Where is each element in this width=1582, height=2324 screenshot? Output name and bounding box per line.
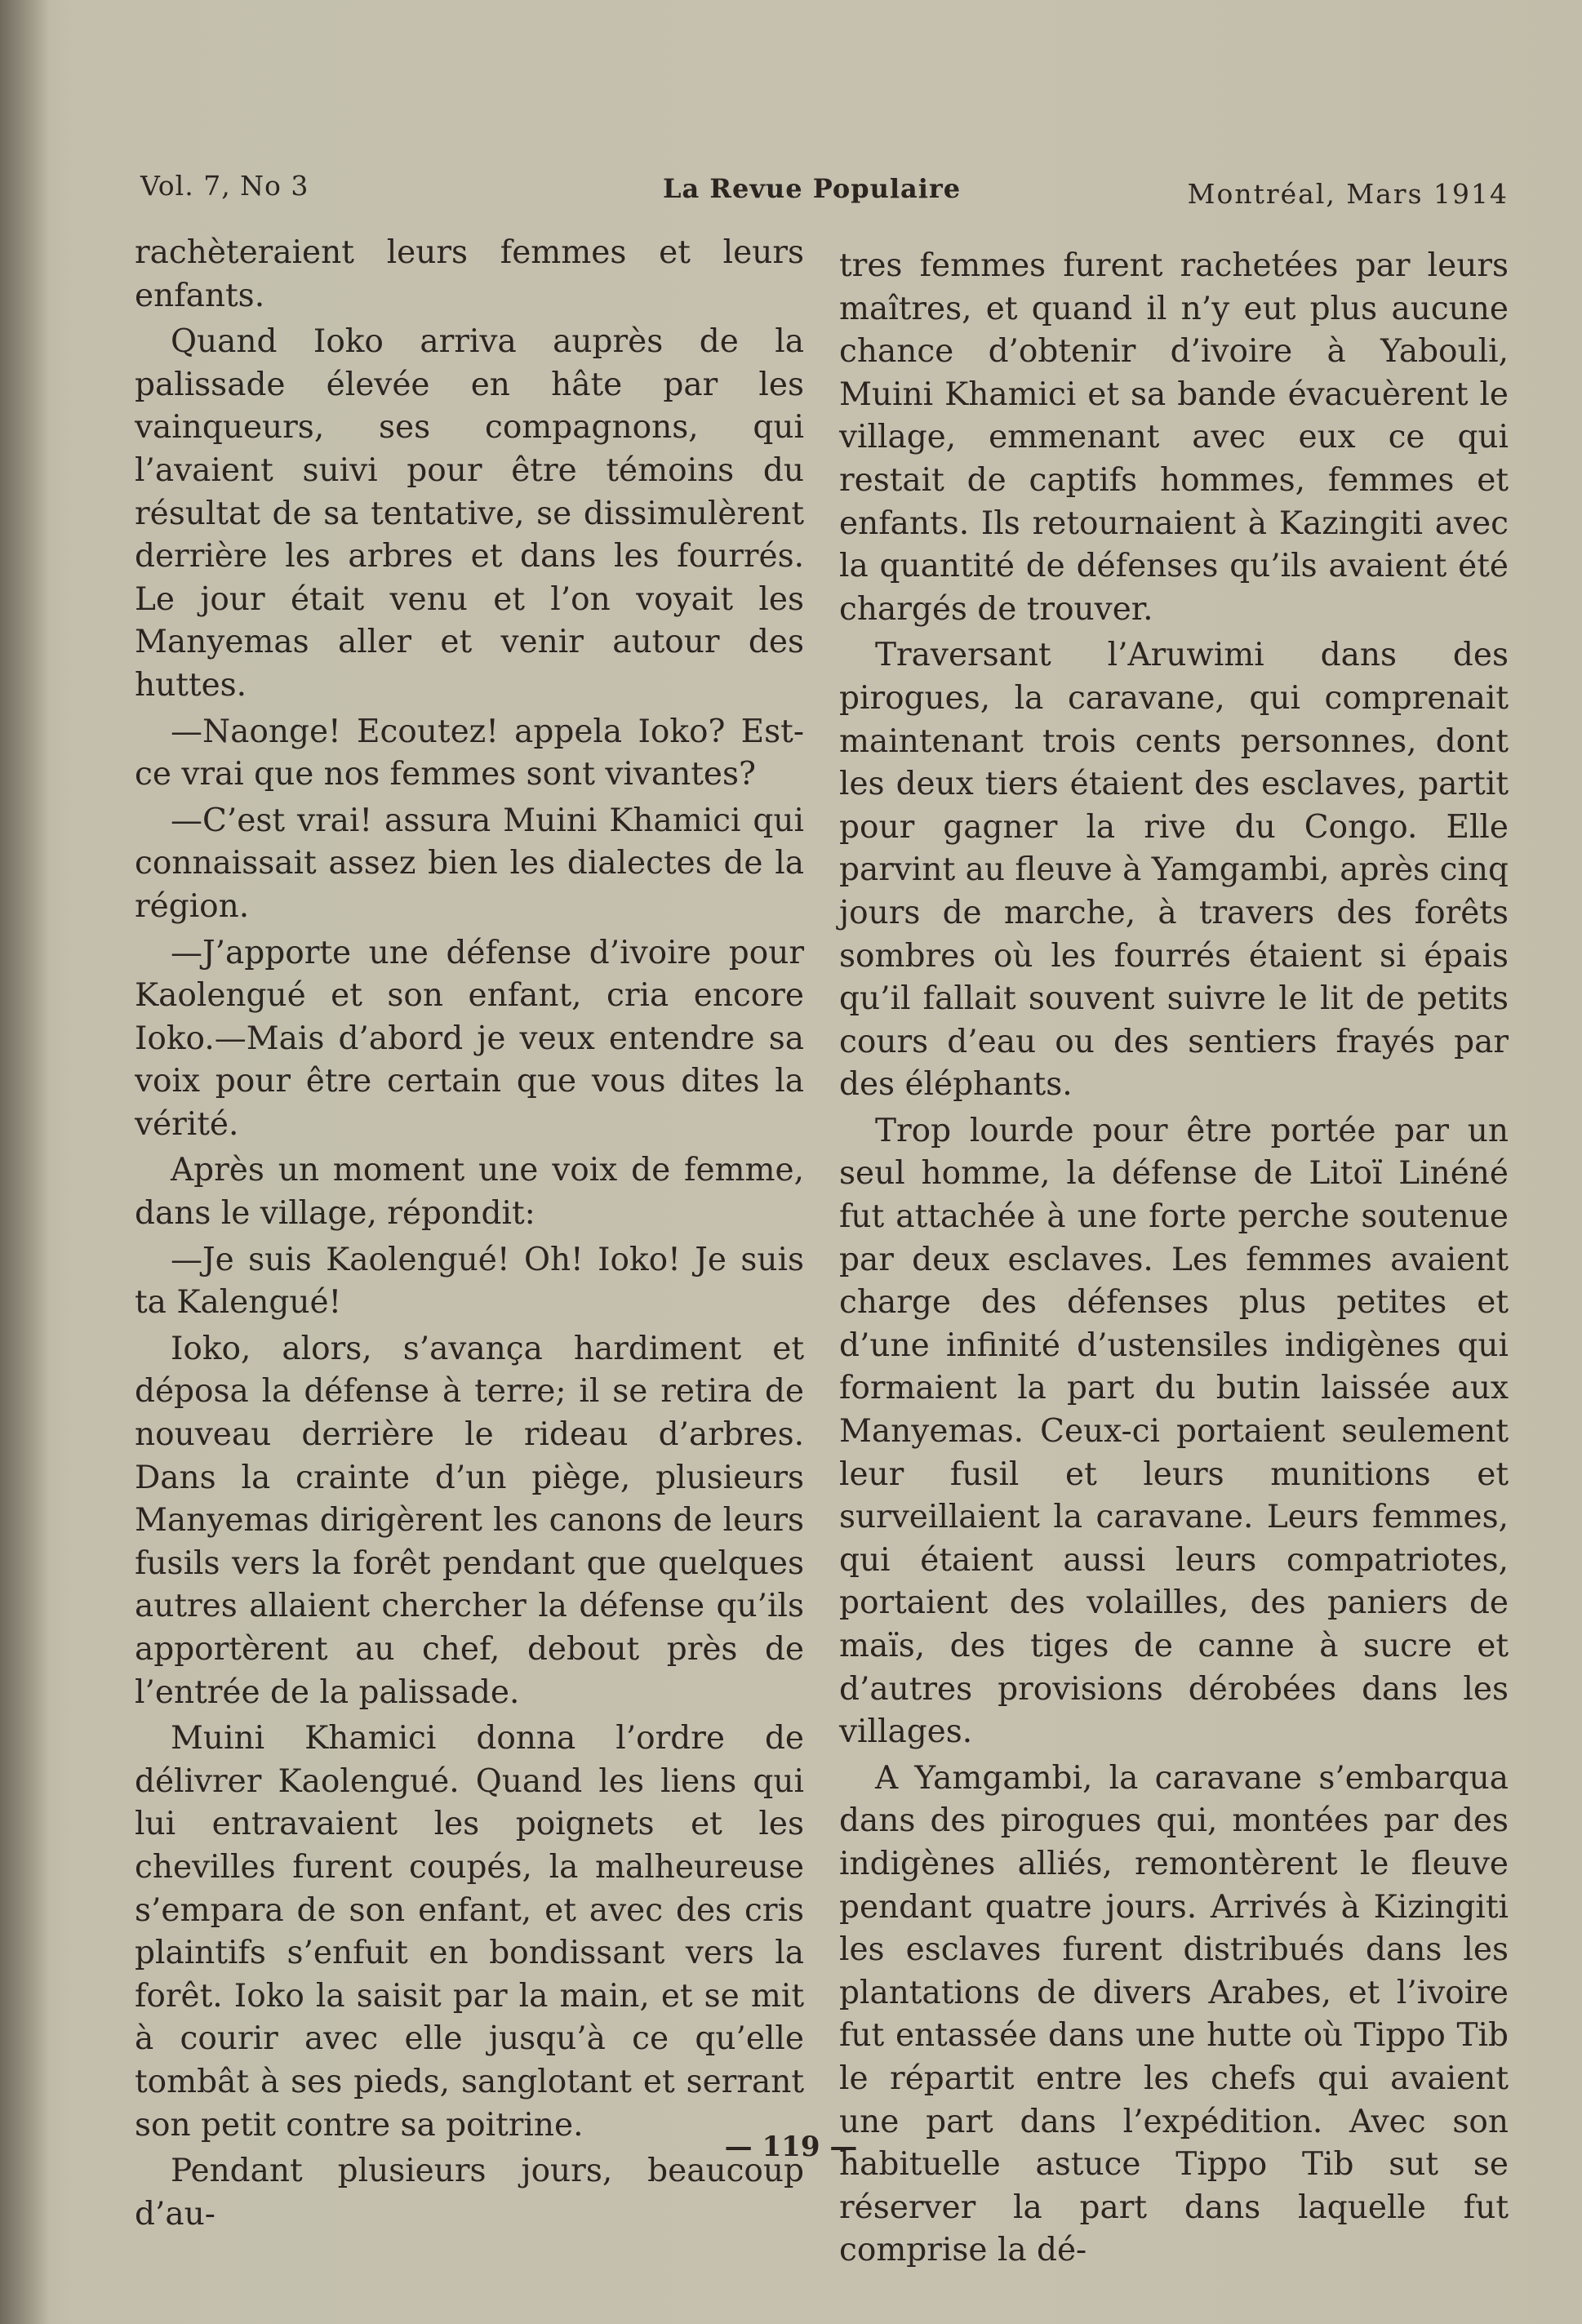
paragraph: Quand Ioko arriva auprès de la palissade élevée en hâte par les vainqueurs, ses compagnons, qui l’avaient suivi pour être témoins du résultat de sa tentative, se dissimulèrent derrière les arbres et dans les fourrés. Le jour était venu et l’on voyait les Manyemas aller et venir autour des huttes.	[135, 323, 804, 704]
paragraph: tres femmes furent rachetées par leurs maîtres, et quand il n’y eut plus aucune chance d’obtenir d’ivoire à Yabouli, Muini Khamici et sa bande évacuèrent le village, emmenant avec eux ce qui restait de captifs hommes, femmes et enfants. Ils retournaient à Kazingiti avec la quantité de défenses qu’ils avaient été chargés de trouver.	[839, 247, 1509, 628]
right-column	[839, 245, 1509, 2276]
paragraph: —C’est vrai! assura Muini Khamici qui connaissait assez bien les dialectes de la région.	[135, 802, 804, 925]
paragraph: Muini Khamici donna l’ordre de délivrer Kaolengué. Quand les liens qui lui entravaient les poignets et les chevilles furent coupés, la malheureuse s’empara de son enfant, et avec des cris plaintifs s’enfuit en bondissant vers la forêt. Ioko la saisit par la main, et se mit à courir avec elle jusqu’à ce qu’elle tombât à ses pieds, sanglotant et serrant son petit contre sa poitrine.	[135, 1720, 804, 2144]
paragraph: —Naonge! Ecoutez! appela Ioko? Est-ce vrai que nos femmes sont vivantes?	[135, 713, 804, 793]
header-volume: Vol. 7, No 3	[140, 170, 309, 202]
paragraph: A Yamgambi, la caravane s’embarqua dans des pirogues qui, montées par des indigènes alliés, remontèrent le fleuve pendant quatre jours. Arrivés à Kizingiti les esclaves furent distribués dans les plantations de divers Arabes, et l’ivoire fut entassée dans une hutte où Tippo Tib le répartit entre les chefs qui avaient une part dans l’expédition. Avec son habituelle astuce Tippo Tib sut se réserver la part dans laquelle fut comprise la dé-	[839, 1759, 1509, 2269]
paragraph: Trop lourde pour être portée par un seul homme, la défense de Litoï Linéné fut attachée à une forte perche soutenue par deux esclaves. Les femmes avaient charge des défenses plus petites et d’une infinité d’ustensiles indigènes qui formaient la part du butin laissée aux Manyemas. Ceux-ci portaient seulement leur fusil et leurs munitions et surveillaient la caravane. Leurs femmes, qui étaient aussi leurs compatriotes, portaient des volailles, des paniers de maïs, des tiges de canne à sucre et d’autres provisions dérobées dans les villages.	[839, 1112, 1509, 1751]
paragraph: Traversant l’Aruwimi dans des pirogues, la caravane, qui comprenait maintenant trois cents personnes, dont les deux tiers étaient des esclaves, partit pour gagner la rive du Congo. Elle parvint au fleuve à Yamgambi, après cinq jours de marche, à travers des forêts sombres où les fourrés étaient si épais qu’il fallait souvent suivre le lit de petits cours d’eau ou des sentiers frayés par des éléphants.	[839, 637, 1509, 1104]
page-number: — 119 —	[724, 2131, 858, 2163]
paragraph: Pendant plusieurs jours, beaucoup d’au-	[135, 2153, 804, 2233]
header-date: Montréal, Mars 1914	[1187, 178, 1509, 210]
paragraph: rachèteraient leurs femmes et leurs enfants.	[135, 234, 804, 314]
header-title: La Revue Populaire	[663, 173, 962, 204]
page-gutter	[0, 0, 49, 2324]
paragraph: —Je suis Kaolengué! Oh! Ioko! Je suis ta Kalengué!	[135, 1241, 804, 1322]
left-column	[135, 232, 804, 2239]
paragraph: —J’apporte une défense d’ivoire pour Kaolengué et son enfant, cria encore Ioko.—Mais d’abord je veux entendre sa voix pour être certain que vous dites la vérité.	[135, 934, 804, 1143]
running-header	[140, 163, 1509, 212]
paragraph: Ioko, alors, s’avança hardiment et déposa la défense à terre; il se retira de nouveau derrière le rideau d’arbres. Dans la crainte d’un piège, plusieurs Manyemas dirigèrent les canons de leurs fusils vers la forêt pendant que quelques autres allaient chercher la défense qu’ils apportèrent au chef, debout près de l’entrée de la palissade.	[135, 1330, 804, 1711]
paragraph: Après un moment une voix de femme, dans le village, répondit:	[135, 1152, 804, 1233]
